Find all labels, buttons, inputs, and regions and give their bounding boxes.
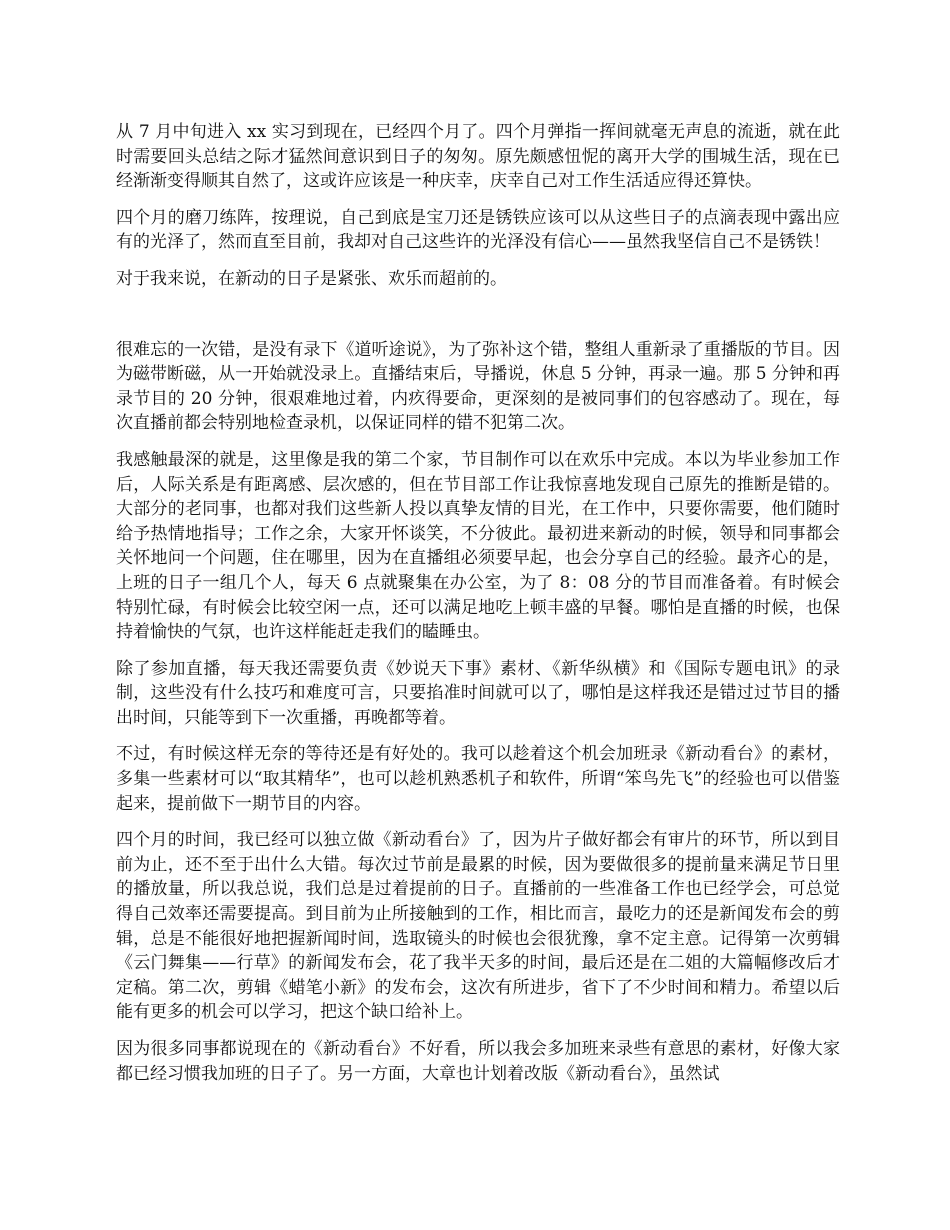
paragraph-sharpening: 四个月的磨刀练阵，按理说，自己到底是宝刀还是锈铁应该可以从这些日子的点滴表现中露出应有的光泽了，然而直至目前，我却对自己这些许的光泽没有信心——虽然我坚信自己不是锈铁！	[116, 207, 840, 253]
paragraph-internship-intro: 从 7 月中旬进入 xx 实习到现在，已经四个月了。四个月弹指一挥间就毫无声息的流逝，就在此时需要回头总结之际才猛然间意识到日子的匆匆。原先颇感忸怩的离开大学的围城生活，现在已经渐渐变得顺其自然了，这或许应该是一种庆幸，庆幸自己对工作生活适应得还算快。	[116, 122, 840, 192]
paragraph-recording-duties: 除了参加直播，每天我还需要负责《妙说天下事》素材、《新华纵横》和《国际专题电讯》的录制，这些没有什么技巧和难度可言，只要掐准时间就可以了，哪怕是这样我还是错过过节目的播出时间，只能等到下一次重播，再晚都等着。	[116, 658, 840, 728]
paragraph-overtime: 因为很多同事都说现在的《新动看台》不好看，所以我会多加班来录些有意思的素材，好像大家都已经习惯我加班的日子了。另一方面，大章也计划着改版《新动看台》，虽然试	[116, 1039, 840, 1084]
paragraph-four-months: 四个月的时间，我已经可以独立做《新动看台》了，因为片子做好都会有审片的环节，所以到目前为止，还不至于出什么大错。每次过节前是最累的时候，因为要做很多的提前量来满足节日里的播放量，所以我总说，我们总是过着提前的日子。直播前的一些准备工作也已经学会，可总觉得自己效率还需要提高。到目前为止所接触到的工作，相比而言，最吃力的还是新闻发布会的剪辑，总是不能很好地把握新闻时间，选取镜头的时候也会很犹豫，拿不定主意。记得第一次剪辑《云门舞集——行草》的新闻发布会，花了我半天多的时间，最后还是在二姐的大篇幅修改后才定稿。第二次，剪辑《蜡笔小新》的发布会，这次有所进步，省下了不少时间和精力。希望以后能有更多的机会可以学习，把这个缺口给补上。	[116, 830, 840, 1023]
paragraph-waiting-benefits: 不过，有时候这样无奈的等待还是有好处的。我可以趁着这个机会加班录《新动看台》的素材，多集一些素材可以“取其精华”，也可以趁机熟悉机子和软件，所谓“笨鸟先飞”的经验也可以借鉴起来，提前做下一期节目的内容。	[116, 744, 840, 814]
paragraph-second-home: 我感触最深的就是，这里像是我的第二个家，节目制作可以在欢乐中完成。本以为毕业参加工作后，人际关系是有距离感、层次感的，但在节目部工作让我惊喜地发现自己原先的推断是错的。大部分的老同事，也都对我们这些新人投以真挚友情的目光，在工作中，只要你需要，他们随时给予热情地指导；工作之余，大家开怀谈笑，不分彼此。最初进来新动的时候，领导和同事都会关怀地问一个问题，住在哪里，因为在直播组必须要早起，也会分享自己的经验。最齐心的是，上班的日子一组几个人，每天 6 点就聚集在办公室，为了 8：08 分的节目而准备着。有时候会特别忙碌，有时候会比较空闲一点，还可以满足地吃上顿丰盛的早餐。哪怕是直播的时候，也保持着愉快的气氛，也许这样能赶走我们的瞌睡虫。	[116, 449, 840, 643]
paragraph-memorable-mistake: 很难忘的一次错，是没有录下《道听途说》，为了弥补这个错，整组人重新录了重播版的节目。因为磁带断磁，从一开始就没录上。直播结束后，导播说，休息 5 分钟，再录一遍。那 5 分钟和再录节目的 20 分钟，很艰难地过着，内疚得要命，更深刻的是被同事们的包容感动了。现在，每次直播前都会特别地检查录机，以保证同样的错不犯第二次。	[116, 339, 840, 434]
section-gap	[116, 304, 840, 338]
paragraph-new-days: 对于我来说，在新动的日子是紧张、欢乐而超前的。	[116, 268, 507, 289]
document-page	[116, 120, 840, 1098]
